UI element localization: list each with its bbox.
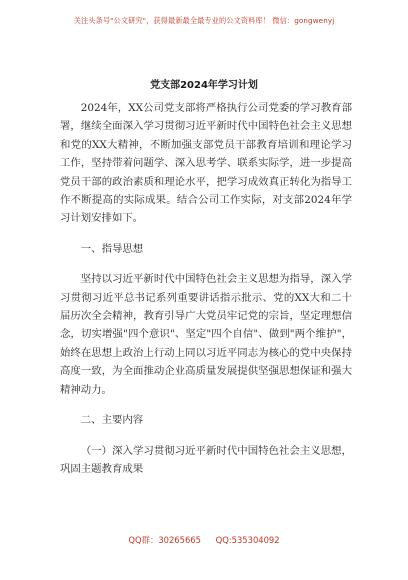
section-heading-guiding-ideology: 一、指导思想 <box>80 242 144 255</box>
document-body <box>60 99 352 478</box>
guiding-ideology-paragraph: 坚持以习近平新时代中国特色社会主义思想为指导，深入学习贯彻习近平总书记系列重要讲话指示批示、党的XX大和二十届历次全会精神，教育引导广大党员牢记党的宗旨，坚定理想信念，切实增强"四个意识"、坚定"四个自信"、做到"两个维护"，始终在思想上政治上行动上同以习近平同志为核心的党中央保持高度一致，为全面推动企业高质量发展提供坚强思想保证和强大精神动力。 <box>60 273 352 396</box>
footer-qq-group: QQ群：30265665 <box>128 535 201 545</box>
footer-contact <box>0 534 408 546</box>
subsection-heading-1: （一）深入学习贯彻习近平新时代中国特色社会主义思想，巩固主题教育成果 <box>60 444 352 475</box>
intro-paragraph: 2024年，XX公司党支部将严格执行公司党委的学习教育部署，继续全面深入学习贯彻习近平新时代中国特色社会主义思想和党的XX大精神，不断加强支部党员干部教育培训和理论学习工作，坚持带着问题学、深入思考学、联系实际学，进一步提高党员干部的政治素质和理论水平，把学习成效真正转化为指导工作不断提高的实际成果。结合公司工作实际，对支部2024年学习计划安排如下。 <box>60 102 352 225</box>
header-promo-note: 关注头条号"公文研究"，获得最新最全最专业的公文资料库！ 微信：gongwenyj <box>73 16 335 25</box>
footer-qq: QQ:535304092 <box>215 535 280 545</box>
section-heading-main-content: 二、主要内容 <box>80 414 144 427</box>
document-title: 党支部2024年学习计划 <box>150 80 258 91</box>
